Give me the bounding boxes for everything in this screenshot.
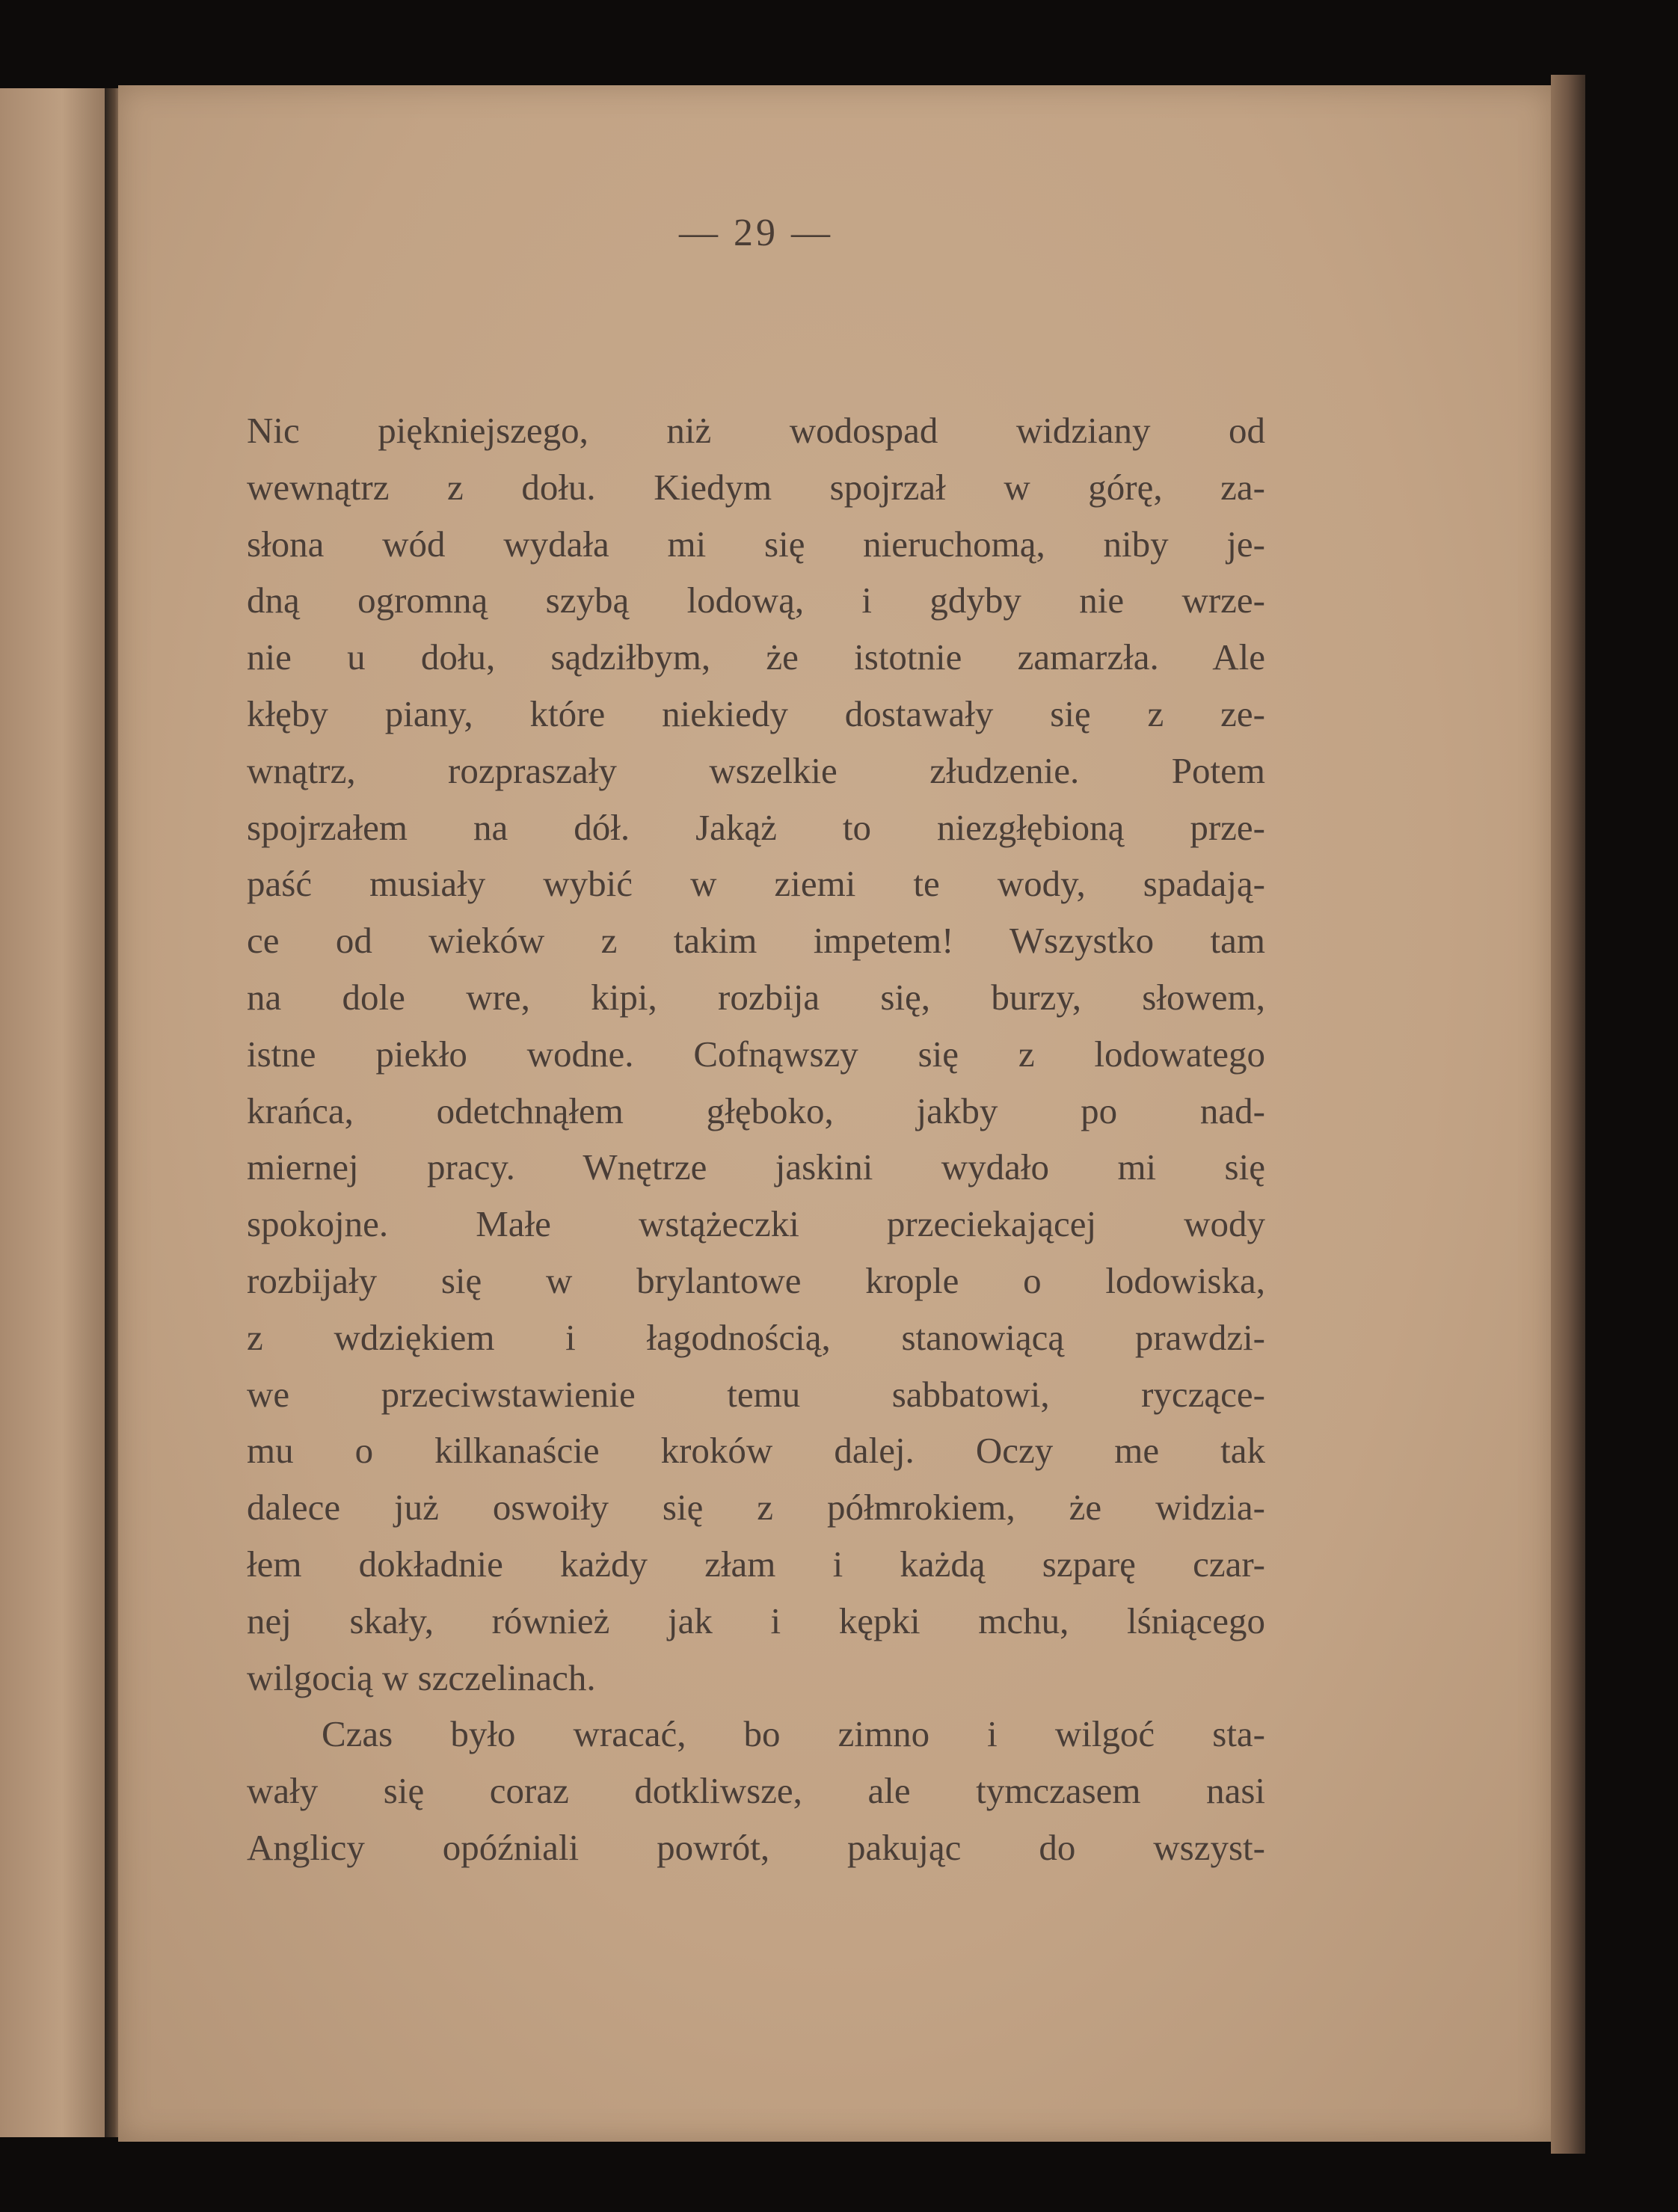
page-number: — 29 — (679, 212, 833, 254)
text-line: Czas było wracać, bo zimno i wilgoć sta- (322, 1713, 1265, 1755)
text-line: wewnątrz z dołu. Kiedym spojrzał w górę, za- (247, 466, 1265, 508)
text-line: słona wód wydała mi się nieruchomą, niby je- (247, 523, 1265, 565)
text-line: wały się coraz dotkliwsze, ale tymczasem nasi (247, 1770, 1265, 1812)
text-line: łem dokładnie każdy złam i każdą szparę czar- (247, 1543, 1265, 1585)
text-line: spokojne. Małe wstążeczki przeciekającej wody (247, 1203, 1265, 1245)
previous-page-edge (0, 88, 112, 2137)
text-line: ce od wieków z takim impetem! Wszystko tam (247, 920, 1265, 962)
text-line: wilgocią w szczelinach. (247, 1656, 596, 1698)
text-line: we przeciwstawienie temu sabbatowi, ryczące- (247, 1373, 1265, 1415)
text-line: Anglicy opóźniali powrót, pakując do wszyst- (247, 1826, 1265, 1868)
text-line: wnątrz, rozpraszały wszelkie złudzenie. Potem (247, 749, 1265, 791)
text-line: istne piekło wodne. Cofnąwszy się z lodowatego (247, 1033, 1265, 1075)
text-line: na dole wre, kipi, rozbija się, burzy, słowem, (247, 976, 1265, 1018)
text-line: z wdziękiem i łagodnością, stanowiącą prawdzi- (247, 1316, 1265, 1358)
text-line: dną ogromną szybą lodową, i gdyby nie wrze- (247, 580, 1265, 621)
text-line: nej skały, również jak i kępki mchu, lśniącego (247, 1600, 1265, 1641)
text-line: kłęby piany, które niekiedy dostawały się z ze- (247, 692, 1265, 734)
text-line: paść musiały wybić w ziemi te wody, spadają- (247, 863, 1265, 905)
text-line: krańca, odetchnąłem głęboko, jakby po nad- (247, 1090, 1265, 1131)
text-line: rozbijały się w brylantowe krople o lodowiska, (247, 1259, 1265, 1301)
text-line: dalece już oswoiły się z półmrokiem, że widzia- (247, 1487, 1265, 1529)
page-stack-edge (1551, 75, 1585, 2154)
text-line: nie u dołu, sądziłbym, że istotnie zamarzła. Ale (247, 636, 1265, 678)
text-line: mu o kilkanaście kroków dalej. Oczy me tak (247, 1430, 1265, 1472)
text-line: miernej pracy. Wnętrze jaskini wydało mi się (247, 1146, 1265, 1188)
text-line: spojrzałem na dół. Jakąż to niezgłębioną prze- (247, 806, 1265, 848)
text-line: Nic piękniejszego, niż wodospad widziany od (247, 410, 1265, 451)
body-text (247, 402, 1265, 1876)
